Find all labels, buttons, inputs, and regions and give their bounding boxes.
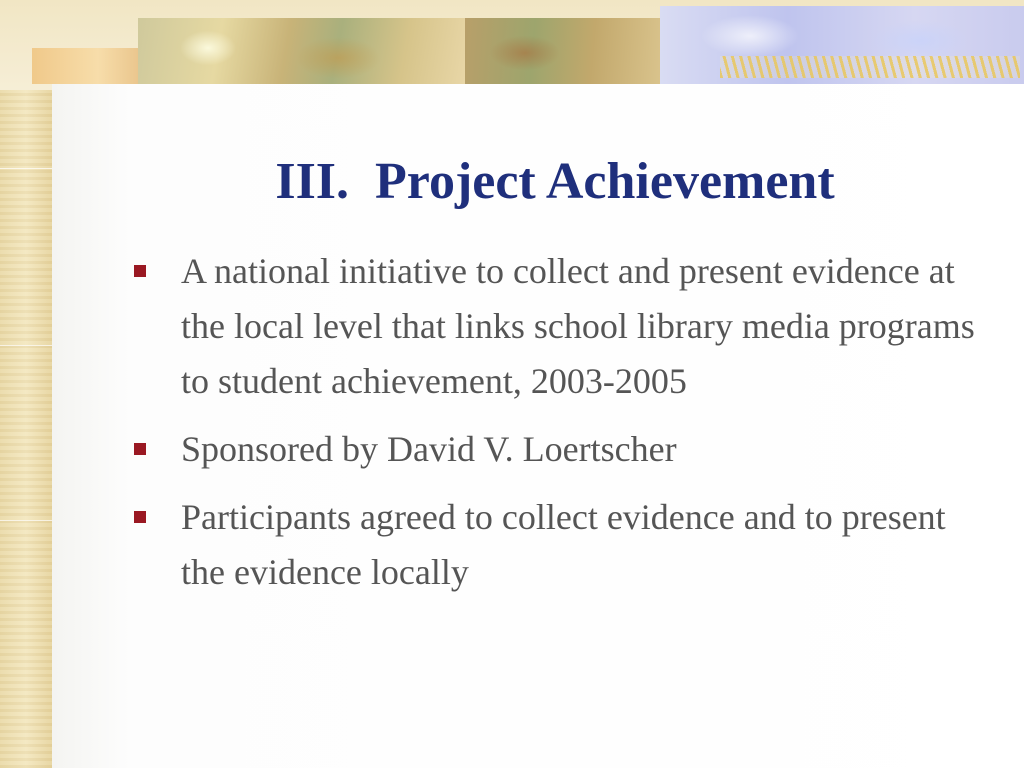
bullet-text: Sponsored by David V. Loertscher xyxy=(181,429,677,469)
square-bullet-icon xyxy=(134,265,146,277)
header-collage-left xyxy=(32,48,142,84)
bullet-text: Participants agreed to collect evidence and to present the evidence locally xyxy=(181,497,946,592)
header-collage-autumn xyxy=(465,18,660,84)
slide-title: III. Project Achievement xyxy=(275,153,835,210)
bullet-item xyxy=(128,490,988,600)
header-wheat-decoration xyxy=(720,56,1020,78)
left-decorative-border xyxy=(0,0,52,768)
bullet-item xyxy=(128,244,988,409)
square-bullet-icon xyxy=(134,443,146,455)
square-bullet-icon xyxy=(134,511,146,523)
bullet-item xyxy=(128,422,988,477)
header-collage-leaves xyxy=(138,18,468,84)
bullet-text: A national initiative to collect and present evidence at the local level that links school library media programs to student achievement, 2003-2005 xyxy=(181,251,975,401)
bullet-list xyxy=(128,244,988,613)
